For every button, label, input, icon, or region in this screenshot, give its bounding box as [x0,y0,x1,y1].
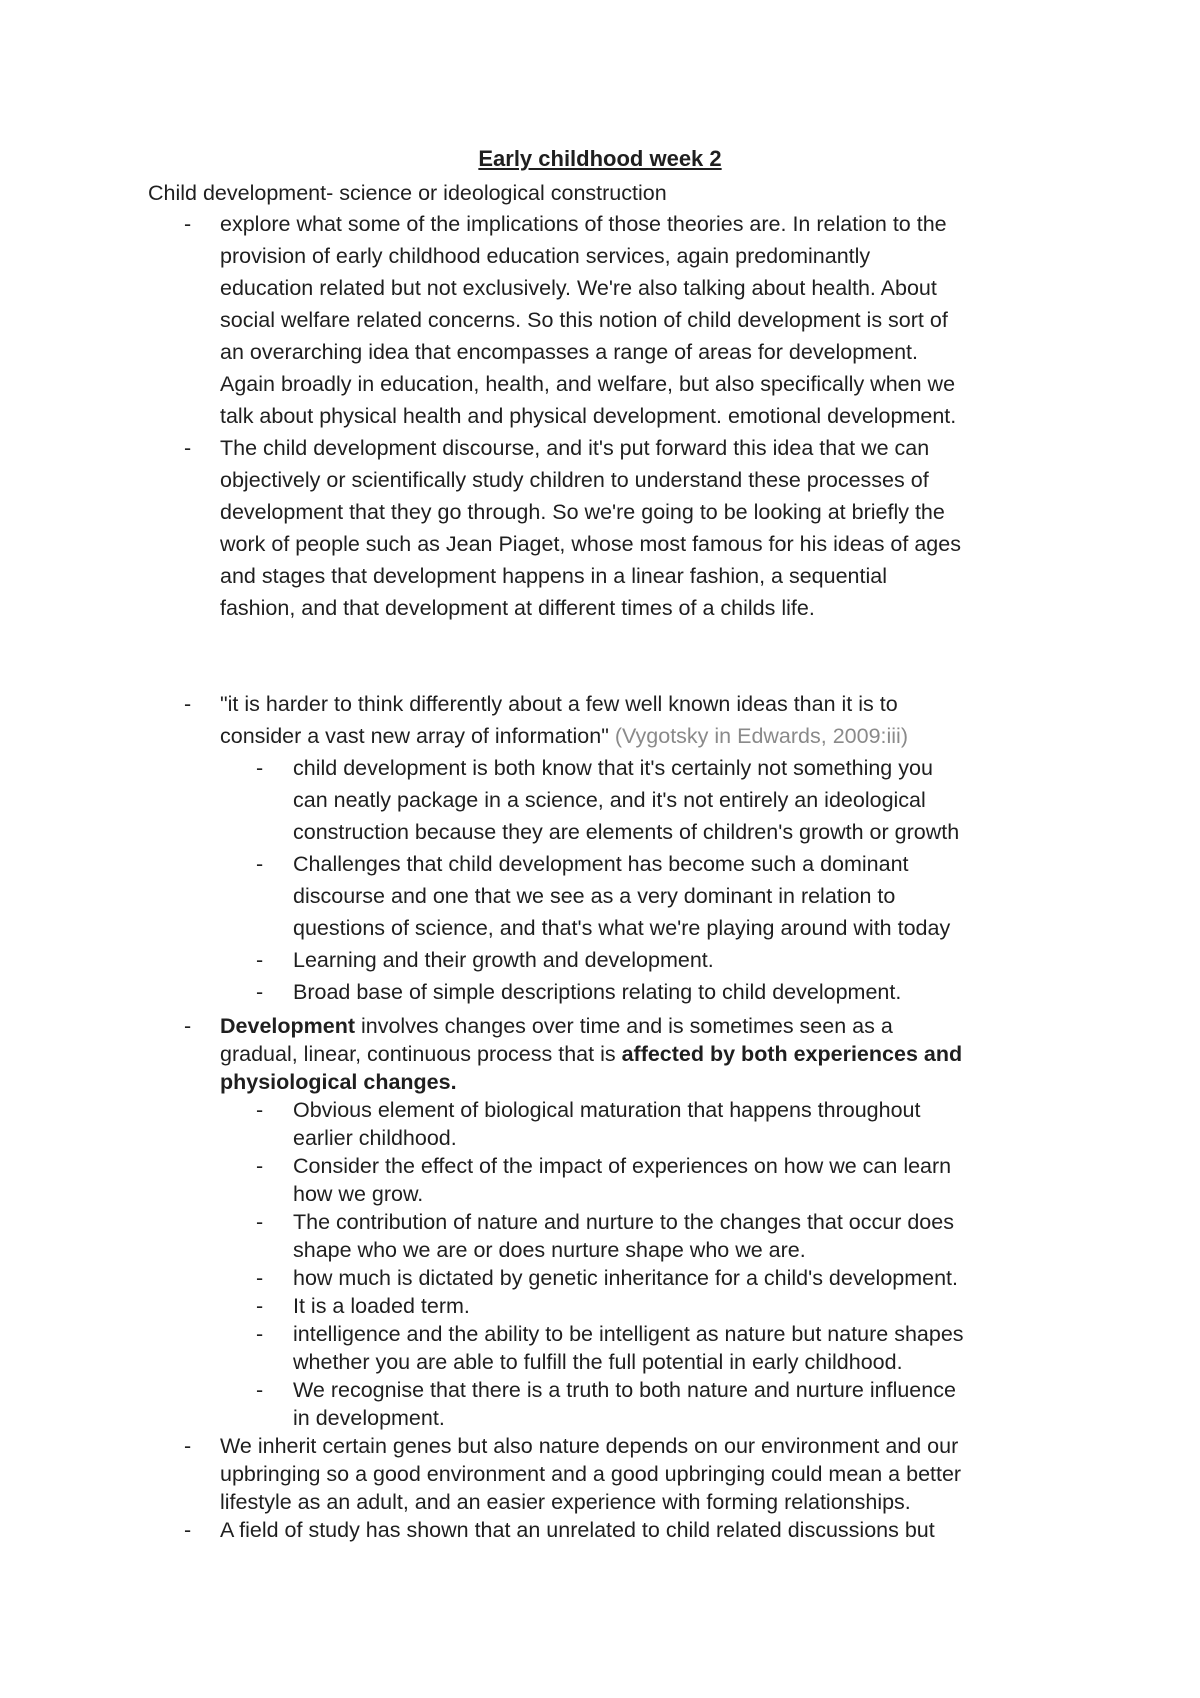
list-item-line: Obvious element of biological maturation that happens throughout [293,1098,921,1122]
list-item-line: education related but not exclusively. We're also talking about health. About [220,276,937,300]
list-item-line: social welfare related concerns. So this notion of child development is sort of [220,308,948,332]
list-item-line: child development is both know that it's certainly not something you [293,756,933,780]
list-item-line: and stages that development happens in a linear fashion, a sequential [220,564,887,588]
list-item-line: Learning and their growth and development. [293,948,714,972]
bullet-dash: - [256,1322,264,1346]
list-item-line: Broad base of simple descriptions relating to child development. [293,980,902,1004]
bullet-dash: - [184,692,192,716]
list-item-line: Consider the effect of the impact of experiences on how we can learn [293,1154,952,1178]
list-item-line: Again broadly in education, health, and welfare, but also specifically when we [220,372,956,396]
list-item-line: construction because they are elements of children's growth or growth [293,820,960,844]
list-item-line: whether you are able to fulfill the full potential in early childhood. [293,1350,903,1374]
bullet-dash: - [256,980,264,1004]
bold-phrase: physiological changes. [220,1070,457,1094]
quote-line: consider a vast new array of information" [220,724,609,748]
bullet-dash: - [184,212,192,236]
list-item-line: We recognise that there is a truth to both nature and nurture influence [293,1378,956,1402]
document-subtitle: Child development- science or ideological construction [148,181,667,205]
bullet-dash: - [256,1294,264,1318]
list-item-line: discourse and one that we see as a very dominant in relation to [293,884,896,908]
citation: (Vygotsky in Edwards, 2009:iii) [614,724,908,748]
bullet-dash: - [184,1014,192,1038]
list-item-line: how much is dictated by genetic inheritance for a child's development. [293,1266,958,1290]
list-item-line: an overarching idea that encompasses a range of areas for development. [220,340,918,364]
list-item-line: talk about physical health and physical development. emotional development. [220,404,957,428]
bold-term: Development [220,1014,356,1038]
bullet-dash: - [256,1210,264,1234]
bullet-dash: - [256,852,264,876]
bullet-dash: - [184,1434,192,1458]
list-item-line: explore what some of the implications of those theories are. In relation to the [220,212,947,236]
list-item-line: lifestyle as an adult, and an easier experience with forming relationships. [220,1490,911,1514]
list-item-line: in development. [293,1406,445,1430]
list-item-line: intelligence and the ability to be intelligent as nature but nature shapes [293,1322,964,1346]
list-item-line: The contribution of nature and nurture to the changes that occur does [293,1210,954,1234]
document-page: Early childhood week 2 Child development- science or ideological construction - explore what some of the implications of those theories are. In relation to the provision of early childhood education services, again predominantly education related but not exclusively. We're also talking about health. About social welfare related concerns. So this notion of child development is sort of an overarching idea that encompasses a range of areas for development. Again broadly in education, health, and welfare, but also specifically when we talk about physical health and physical development. emotional development. - The child development discourse, and it's put forward this idea that we can objectively or scientifically study children to understand these processes of development that they go through. So we're going to be looking at briefly the work of people such as Jean Piaget, whose most famous for his ideas of ages and stages that development happens in a linear fashion, a sequential fashion, and that development at different times of a childs life. - "it is harder to think differently about a few well known ideas than it is to consider a vast new array of information" (Vygotsky in Edwards, 2009:iii) - child development is both know that it's certainly not something you can neatly package in a science, and it's not entirely an ideological construction because they are elements of children's growth or growth - Challenges that child development has become such a dominant discourse and one that we see as a very dominant in relation to questions of science, and that's what we're playing around with today - Learning and their growth and development. - Broad base of simple descriptions relating to child development. - Development involves changes over time and is sometimes seen as a gradual, linear, continuous process that is affected by both experiences and physiological changes. - Obvious element of biological maturation that happens throughout earlier childhood. - Consider the effect of the impact of experiences on how we can learn how we grow. - The contribution of nature and nurture to the changes that occur does shape who we are or does nurture shape who we are. - how much is dictated by genetic inheritance for a child's development. - It is a loaded term. - intelligence and the ability to be intelligent as nature but nature shapes whether you are able to fulfill the full potential in early childhood. - We recognise that there is a truth to both nature and nurture influence in development. - We inherit certain genes but also nature depends on our environment and our upbringing so a good environment and a good upbringing could mean a better lifestyle as an adult, and an easier experience with forming relationships. - A field of study has shown that an unrelated to child related discussions but [0,0,1200,1698]
list-item-line: questions of science, and that's what we're playing around with today [293,916,951,940]
bullet-dash: - [256,1266,264,1290]
quote-line: "it is harder to think differently about a few well known ideas than it is to [220,692,898,716]
list-item-line: fashion, and that development at different times of a childs life. [220,596,815,620]
list-item-line: A field of study has shown that an unrelated to child related discussions but [220,1518,935,1542]
list-item-line: upbringing so a good environment and a good upbringing could mean a better [220,1462,962,1486]
bullet-dash: - [256,1098,264,1122]
list-item-line: The child development discourse, and it's put forward this idea that we can [220,436,930,460]
list-item-line: development that they go through. So we're going to be looking at briefly the [220,500,945,524]
list-item-line: It is a loaded term. [293,1294,470,1318]
bullet-dash: - [256,756,264,780]
list-item-line: shape who we are or does nurture shape who we are. [293,1238,806,1262]
bullet-dash: - [256,1154,264,1178]
list-item-line: earlier childhood. [293,1126,457,1150]
bullet-dash: - [184,1518,192,1542]
document-title: Early childhood week 2 [478,146,722,171]
list-item-line: work of people such as Jean Piaget, whose most famous for his ideas of ages [220,532,961,556]
list-item-line: We inherit certain genes but also nature depends on our environment and our [220,1434,959,1458]
list-item-line: can neatly package in a science, and it's not entirely an ideological [293,788,926,812]
bullet-dash: - [256,948,264,972]
list-item-line: provision of early childhood education services, again predominantly [220,244,871,268]
bold-phrase: affected by both experiences and [621,1042,963,1066]
bullet-dash: - [184,436,192,460]
list-item-line: how we grow. [293,1182,424,1206]
list-item-line: Challenges that child development has become such a dominant [293,852,909,876]
bullet-dash: - [256,1378,264,1402]
list-item-line: objectively or scientifically study children to understand these processes of [220,468,929,492]
